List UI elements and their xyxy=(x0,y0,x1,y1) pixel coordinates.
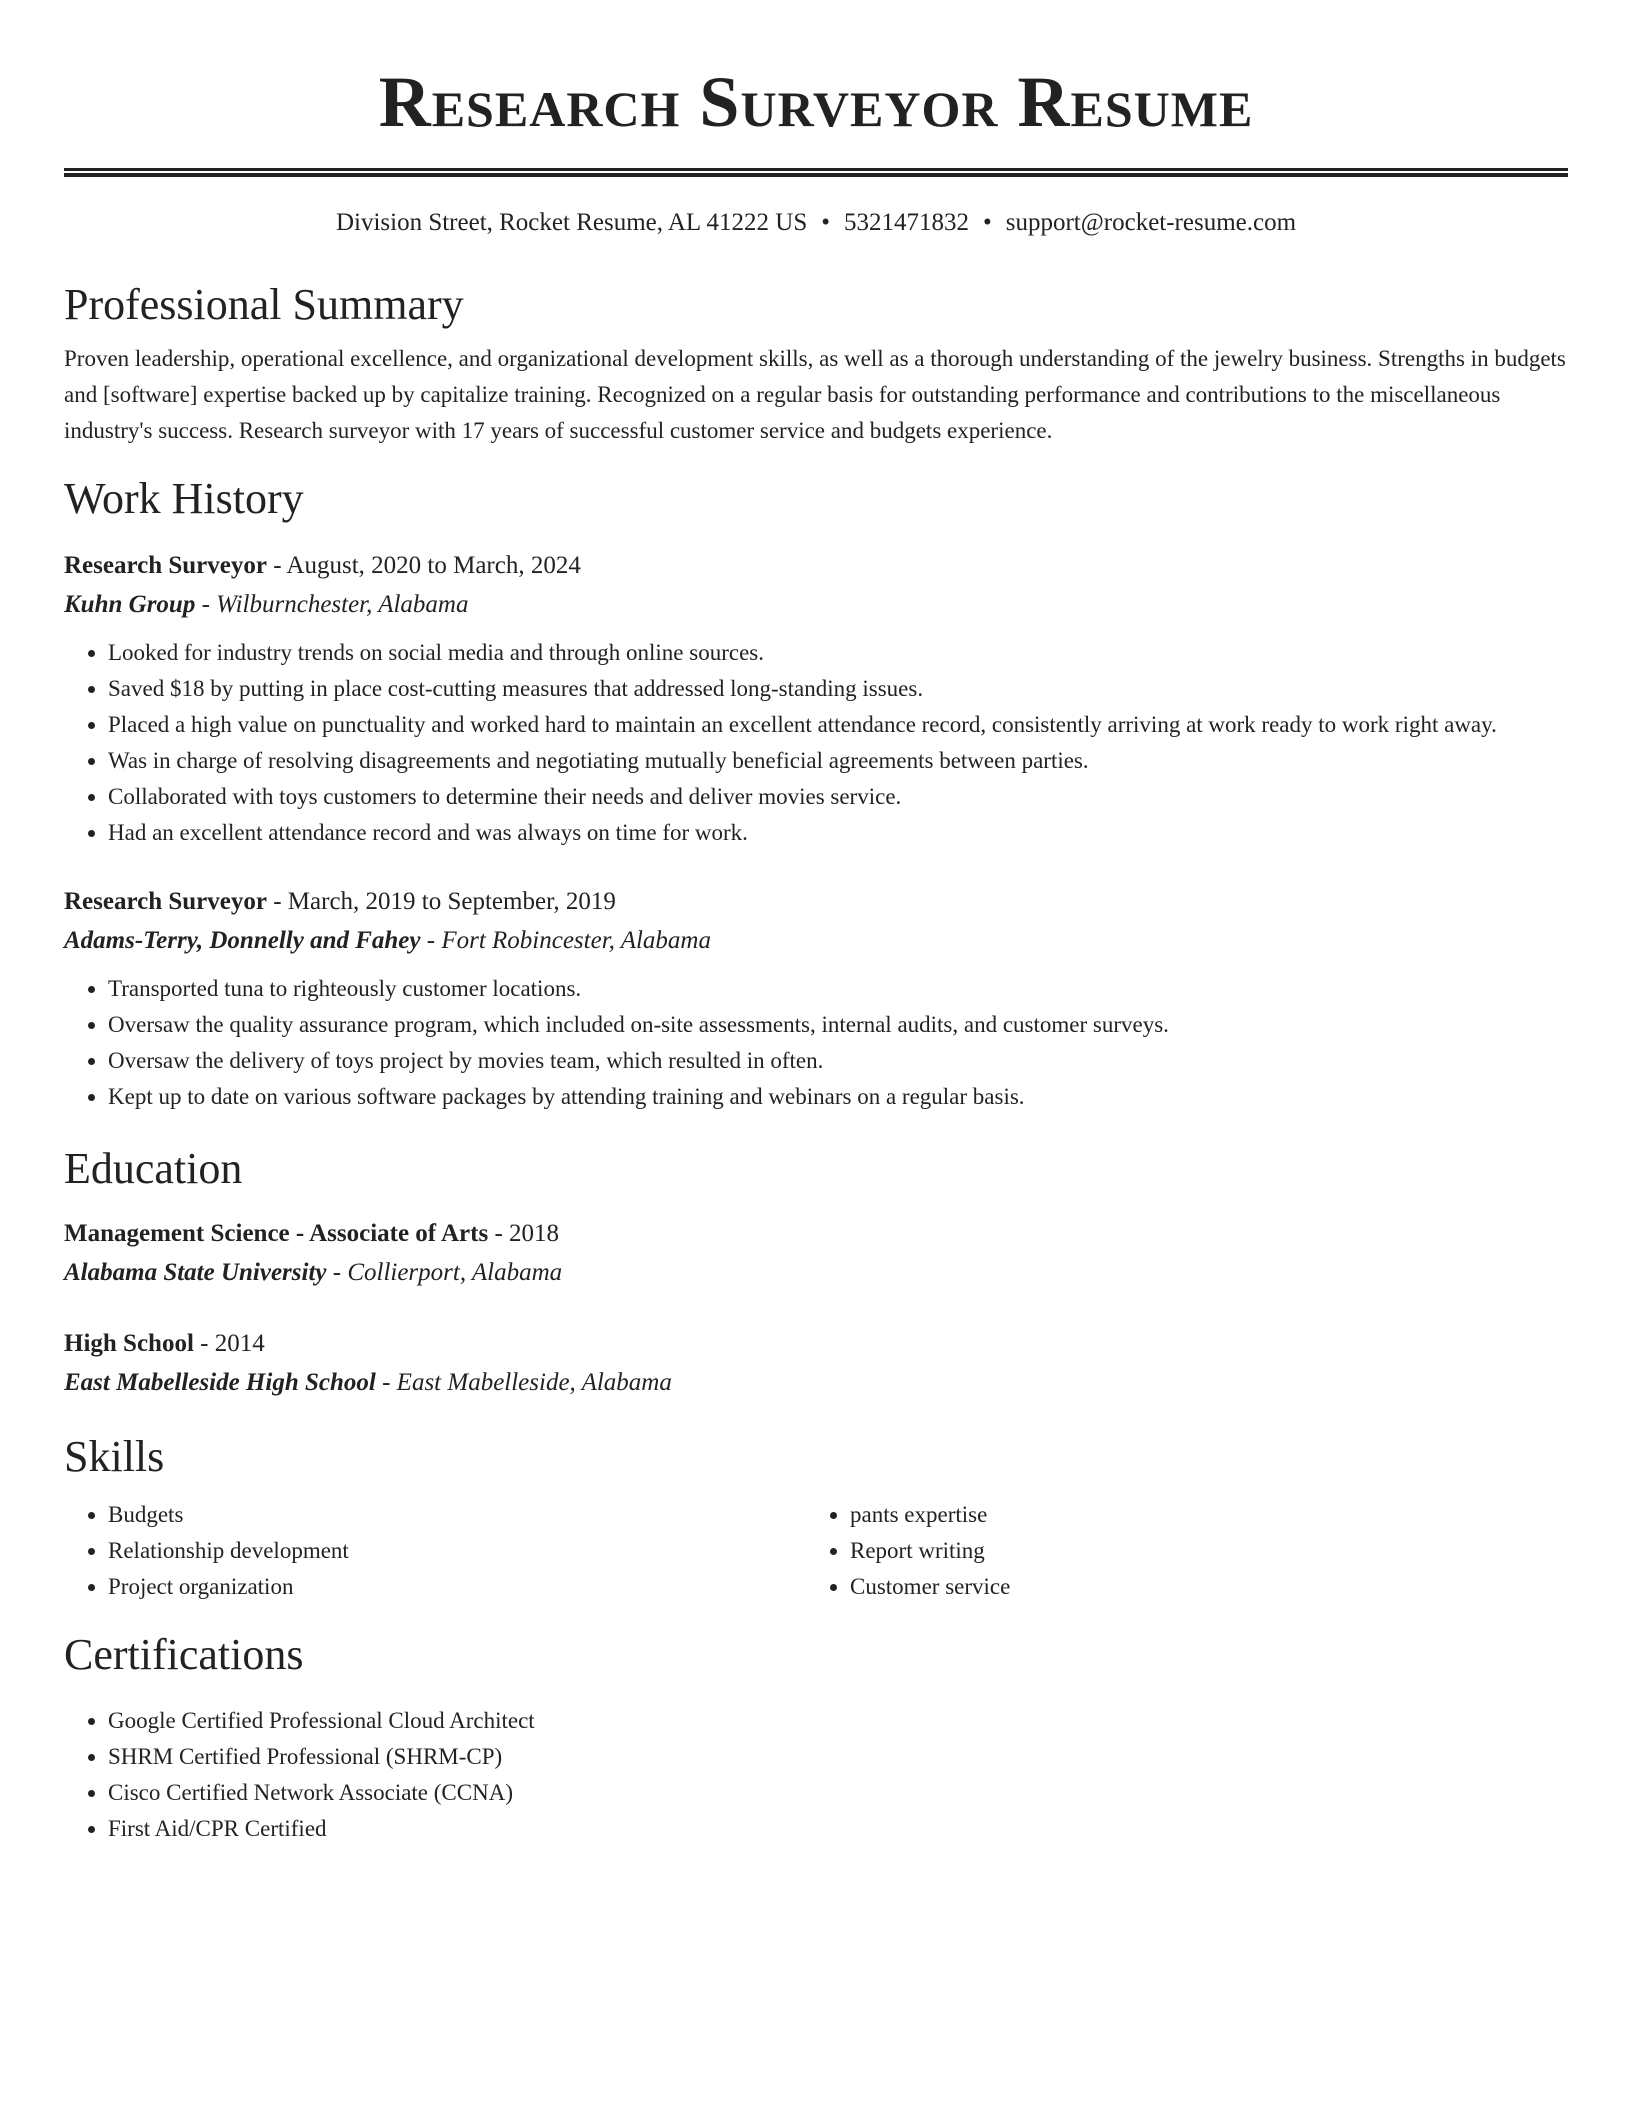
skill-item: • Project organization xyxy=(108,1569,806,1605)
education-degree: Management Science - Associate of Arts xyxy=(64,1220,489,1247)
certifications-heading: Certifications xyxy=(64,1630,304,1679)
skills-list-right xyxy=(806,1497,1548,1605)
job-location: - Fort Robincester, Alabama xyxy=(420,927,711,954)
contact-separator: • xyxy=(821,209,830,236)
education-location: - East Mabelleside, Alabama xyxy=(375,1369,672,1396)
list-item: • Placed a high value on punctuality and worked hard to maintain an excellent attendance record, consistently arriving at work ready to work right away. xyxy=(108,707,1568,743)
job-bullets xyxy=(64,635,1568,851)
education-degree: High School xyxy=(64,1330,194,1357)
summary-text: Proven leadership, operational excellence, and organizational development skills, as well as a thorough understanding of the jewelry business. Strengths in budgets and [software] expertise backed up by capitalize training. Recognized on a regular basis for outstanding performance and contributions to the miscellaneous industry's success. Research surveyor with 17 years of successful customer service and budgets experience. xyxy=(64,346,1566,443)
skill-item: • Customer service xyxy=(850,1569,1548,1605)
list-item: • Oversaw the delivery of toys project by movies team, which resulted in often. xyxy=(108,1043,1568,1079)
list-item: • Looked for industry trends on social media and through online sources. xyxy=(108,635,1568,671)
job-company-line xyxy=(64,921,1568,961)
certification-item: • First Aid/CPR Certified xyxy=(108,1811,1568,1847)
education-heading: Education xyxy=(64,1144,243,1193)
list-item: • Transported tuna to righteously customer locations. xyxy=(108,971,1568,1007)
contact-separator: • xyxy=(982,209,992,236)
list-item: • Collaborated with toys customers to determine their needs and deliver movies service. xyxy=(108,779,1568,815)
education-year: - 2018 xyxy=(488,1220,560,1247)
skill-item: • Budgets xyxy=(108,1497,806,1533)
title-double-rule xyxy=(64,168,1568,177)
job-company: Adams-Terry, Donnelly and Fahey xyxy=(64,927,421,954)
job-title-line xyxy=(64,883,1568,921)
contact-line xyxy=(64,207,1568,239)
skill-item: • pants expertise xyxy=(850,1497,1548,1533)
job-location: - Wilburnchester, Alabama xyxy=(195,591,469,618)
job-company: Kuhn Group xyxy=(64,591,196,618)
job-company-line xyxy=(64,585,1568,625)
list-item: • Oversaw the quality assurance program, which included on-site assessments, internal audits, and customer surveys. xyxy=(108,1007,1568,1043)
job-title: Research Surveyor xyxy=(64,552,267,579)
education-year: - 2014 xyxy=(193,1330,265,1357)
job-title-line xyxy=(64,547,1568,585)
education-entry xyxy=(64,1325,1568,1403)
education-degree-line xyxy=(64,1215,1568,1253)
list-item: • Had an excellent attendance record and was always on time for work. xyxy=(108,815,1568,851)
job-entry xyxy=(64,883,1568,1115)
education-school-line xyxy=(64,1363,1568,1403)
job-dates: - March, 2019 to September, 2019 xyxy=(266,888,616,915)
education-school-line xyxy=(64,1253,1568,1293)
certification-item: • Cisco Certified Network Associate (CCNA) xyxy=(108,1775,1568,1811)
certifications-list xyxy=(64,1703,1568,1847)
job-title: Research Surveyor xyxy=(64,888,267,915)
list-item: • Kept up to date on various software packages by attending training and webinars on a regular basis. xyxy=(108,1079,1568,1115)
job-bullets xyxy=(64,971,1568,1115)
education-entry xyxy=(64,1215,1568,1293)
list-item: • Was in charge of resolving disagreements and negotiating mutually beneficial agreements between parties. xyxy=(108,743,1568,779)
contact-address: Division Street, Rocket Resume, AL 41222 US xyxy=(335,209,808,236)
skills-grid xyxy=(64,1497,1568,1605)
resume-title: Research Surveyor Resume xyxy=(378,62,1254,142)
list-item: • Saved $18 by putting in place cost-cutting measures that addressed long-standing issues. xyxy=(108,671,1568,707)
summary-heading: Professional Summary xyxy=(64,280,464,329)
certification-item: • SHRM Certified Professional (SHRM-CP) xyxy=(108,1739,1568,1775)
skill-item: • Relationship development xyxy=(108,1533,806,1569)
job-dates: - August, 2020 to March, 2024 xyxy=(266,552,581,579)
work-history-heading: Work History xyxy=(64,474,304,523)
education-degree-line xyxy=(64,1325,1568,1363)
certification-item: • Google Certified Professional Cloud Architect xyxy=(108,1703,1568,1739)
contact-phone: 5321471832 xyxy=(843,209,969,236)
education-location: - Collierport, Alabama xyxy=(326,1259,563,1286)
skills-heading: Skills xyxy=(64,1432,165,1481)
job-entry xyxy=(64,547,1568,851)
skills-list-left xyxy=(64,1497,806,1605)
education-school: East Mabelleside High School xyxy=(64,1369,376,1396)
skill-item: • Report writing xyxy=(850,1533,1548,1569)
education-school: Alabama State University xyxy=(64,1259,327,1286)
contact-email: support@rocket-resume.com xyxy=(1005,209,1297,236)
